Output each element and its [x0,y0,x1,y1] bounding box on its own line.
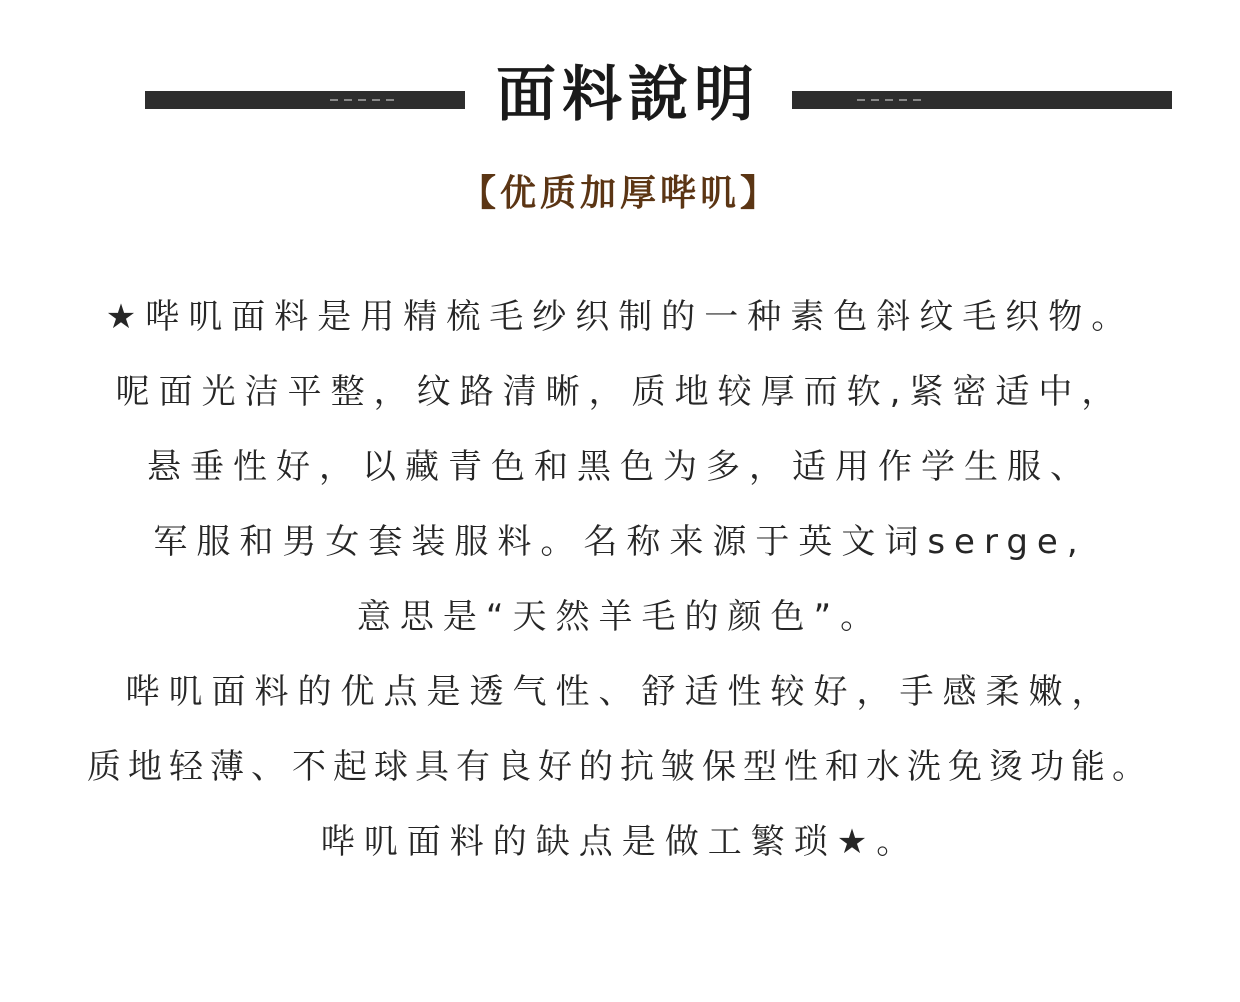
rule-dash-accent [330,99,400,101]
description-line: 哔叽面料的缺点是做工繁琐★。 [320,822,920,862]
right-decorative-rule [792,91,1172,109]
rule-dash-accent [857,99,927,101]
description-line: 军服和男女套装服料。名称来源于英文词serge, [153,522,1087,562]
left-decorative-rule [145,91,465,109]
section-header [0,55,1240,145]
description-line: 哔叽面料的优点是透气性、舒适性较好，手感柔嫩， [125,672,1115,712]
fabric-description [0,280,1240,880]
section-subtitle: 【优质加厚哔叽】 [459,173,780,214]
description-line: 质地轻薄、不起球具有良好的抗皱保型性和水洗免烫功能。 [87,747,1153,787]
description-line: 意思是“天然羊毛的颜色”。 [356,597,884,637]
description-line: ★哔叽面料是用精梳毛纱织制的一种素色斜纹毛织物。 [105,297,1135,337]
description-line: 悬垂性好，以藏青色和黑色为多，适用作学生服、 [147,447,1093,487]
section-title: 面料說明 [496,60,760,130]
description-line: 呢面光洁平整，纹路清晰，质地较厚而软,紧密适中， [115,372,1125,412]
